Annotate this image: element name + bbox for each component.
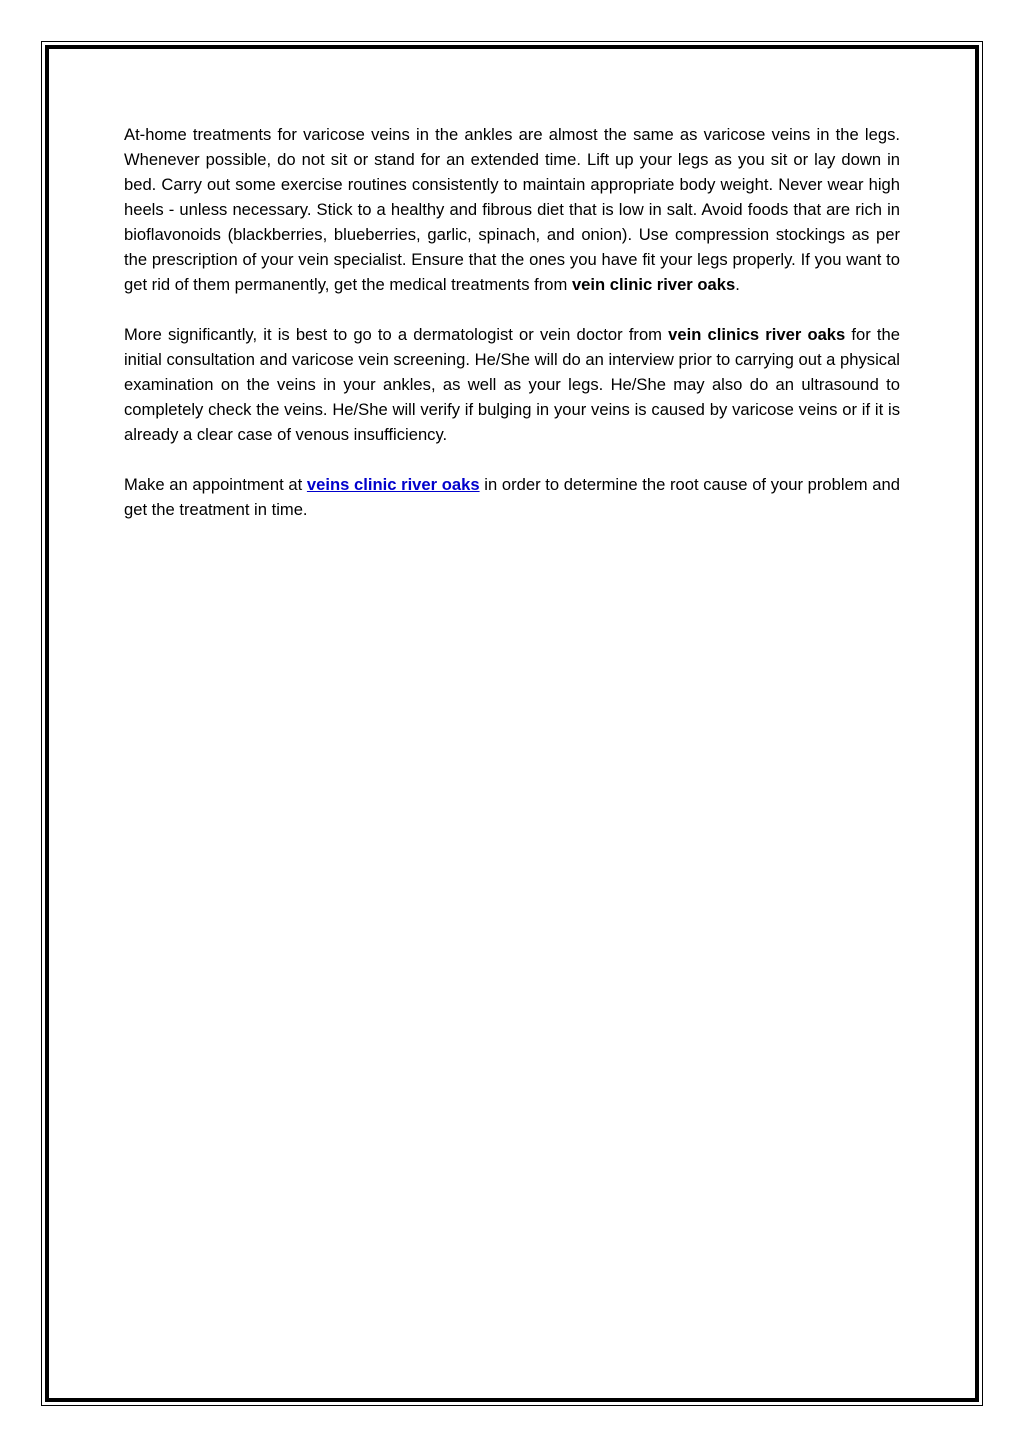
veins-clinic-link[interactable]: veins clinic river oaks [306, 475, 480, 494]
paragraph-1-text: At-home treatments for varicose veins in the ankles are almost the same as varicose veins in the legs. Whenever possible, do not sit or stand for an extended time. Lift up your legs as you sit or lay down in bed. Carry out some exercise routines consistently to maintain appropriate body weight. Never wear high heels - unless necessary. Stick to a healthy and fibrous diet that is low in salt. Avoid foods that are rich in bioflavonoids (blackberries, blueberries, garlic, spinach, and onion). Use compression stockings as per the prescription of your vein specialist. Ensure that the ones you have fit your legs properly. If you want to get rid of them permanently, get the medical treatments from [124, 125, 900, 294]
paragraph-home-treatments [124, 122, 900, 297]
paragraph-1-bold-term: vein clinic river oaks [571, 275, 736, 294]
paragraph-consultation [124, 322, 900, 447]
paragraph-1-end: . [735, 275, 740, 294]
document-body [124, 122, 900, 547]
paragraph-3-start: Make an appointment at [124, 475, 307, 494]
paragraph-2-start: More significantly, it is best to go to a dermatologist or vein doctor from [124, 325, 669, 344]
paragraph-2-text: for the initial consultation and varicose vein screening. He/She will do an interview prior to carrying out a physical examination on the veins in your ankles, as well as your legs. He/She may also do an ultrasound to completely check the veins. He/She will verify if bulging in your veins is caused by varicose veins or if it is already a clear case of venous insufficiency. [124, 325, 900, 444]
paragraph-appointment [124, 472, 900, 522]
paragraph-2-bold-term: vein clinics river oaks [668, 325, 846, 344]
paragraph-3-text: in order to determine the root cause of your problem and get the treatment in time. [124, 475, 900, 519]
